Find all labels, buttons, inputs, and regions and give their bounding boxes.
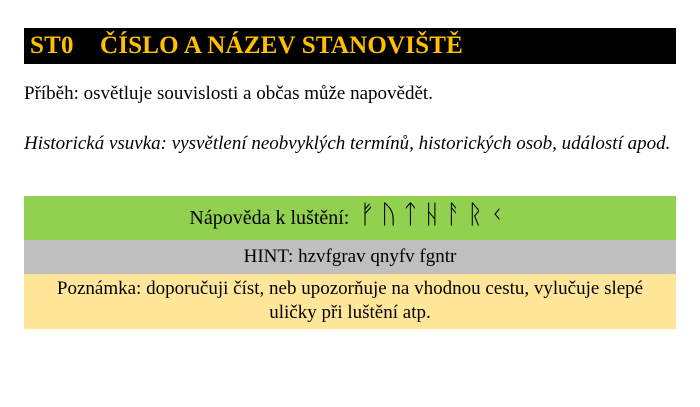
note-box: Poznámka: doporučuji číst, neb upozorňuje na vhodnou cestu, vylučuje slepé uličky při luštění atp. (24, 274, 676, 329)
station-title-bar (24, 28, 676, 64)
puzzle-hint-box (24, 196, 676, 240)
hint-text-box: HINT: hzvfgrav qnyfv fgntr (24, 240, 676, 274)
station-page (24, 28, 676, 329)
historical-note-paragraph: Historická vsuvka: vysvětlení neobvyklých termínů, historických osob, událostí apod. (24, 133, 671, 154)
station-title: ČÍSLO A NÁZEV STANOVIŠTĚ (100, 32, 464, 59)
story-paragraph: Příběh: osvětluje souvislosti a občas může napovědět. (24, 83, 433, 104)
puzzle-hint-label: Nápověda k luštění: (189, 206, 350, 229)
rune-cipher-text: ᚠᚢᛏᚺᚨᚱᚲ (359, 200, 511, 230)
station-code: ST0 (30, 32, 74, 59)
